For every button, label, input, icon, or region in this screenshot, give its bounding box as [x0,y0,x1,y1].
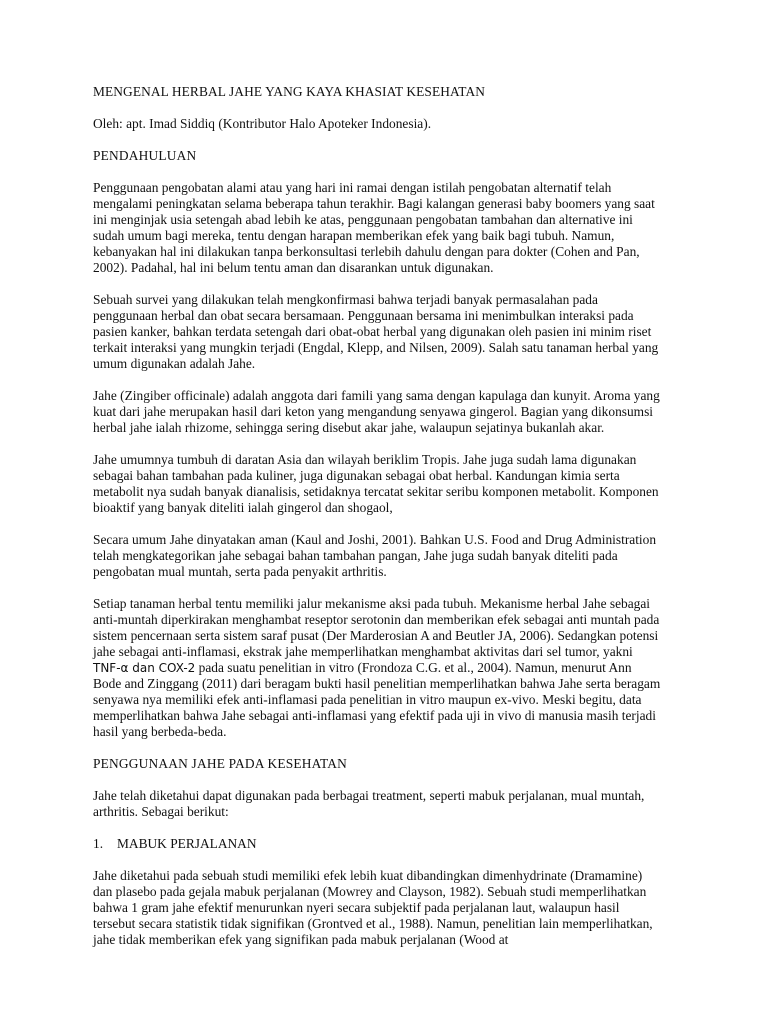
paragraph-7: Jahe telah diketahui dapat digunakan pada berbagai treatment, seperti mabuk perjalanan, mual muntah, arthritis. Sebagai berikut: [93,788,645,819]
subsection-number: 1. [93,836,104,851]
paragraph-6 [93,596,663,740]
paragraph-2: Sebuah survei yang dilakukan telah mengkonfirmasi bahwa terjadi banyak permasalahan pada penggunaan herbal dan obat secara bersamaan. Penggunaan bersama ini menimbulkan interaksi pada pasien kanker, bahkan terdata setengah dari obat-obat herbal yang digunakan oleh pasien ini minim riset terkait interaksi yang mungkin terjadi (Engdal, Klepp, and Nilsen, 2009). Salah satu tanaman herbal yang umum digunakan adalah Jahe. [93,292,659,371]
paragraph-3: Jahe (Zingiber officinale) adalah anggota dari famili yang sama dengan kapulaga dan kunyit. Aroma yang kuat dari jahe merupakan hasil dari keton yang mengandung senyawa gingerol. Bagian yang dikonsumsi herbal jahe ialah rhizome, sehingga sering disebut akar jahe, walaupun sejatinya bukanlah akar. [93,388,660,435]
paragraph-8: Jahe diketahui pada sebuah studi memiliki efek lebih kuat dibandingkan dimenhydrinate (Dramamine) dan plasebo pada gejala mabuk perjalanan (Mowrey and Clayson, 1982). Sebuah studi memperlihatkan bahwa 1 gram jahe efektif menurunkan nyeri secara subjektif pada perjalanan laut, walaupun hasil tersebut secara statistik tidak signifikan (Grontved et al., 1988). Namun, penelitian lain memperlihatkan, jahe tidak memberikan efek yang signifikan pada mabuk perjalanan (Wood at [93,868,653,947]
subsection-heading-mabuk [93,836,663,852]
paragraph-6-part-c: pada suatu penelitian in vitro (Frondoza C.G. et al., 2004). Namun, menurut Ann Bode and Zinggang (2011) dari beragam bukti hasil penelitian memperlihatkan bahwa Jahe serta beragam senyawa nya memiliki efek anti-inflamasi pada penelitian in vitro maupun ex-vivo. Meski begitu, data memperlihatkan bahwa Jahe sebagai anti-inflamasi yang efektif pada uji in vivo di manusia masih terjadi hasil yang berbeda-beda. [93,660,661,739]
section-heading-pendahuluan: PENDAHULUAN [93,148,197,163]
section-heading-penggunaan: PENGGUNAAN JAHE PADA KESEHATAN [93,756,348,771]
subsection-title: MABUK PERJALANAN [117,836,257,851]
document-title: MENGENAL HERBAL JAHE YANG KAYA KHASIAT KESEHATAN [93,84,486,99]
paragraph-6-inline-markers: TNF-α dan COX-2 [93,661,196,675]
paragraph-1: Penggunaan pengobatan alami atau yang hari ini ramai dengan istilah pengobatan alternatif telah mengalami peningkatan selama beberapa tahun terakhir. Bagi kalangan generasi baby boomers yang saat ini menginjak usia setengah abad lebih ke atas, penggunaan pengobatan tambahan dan alternative ini sudah umum bagi mereka, tentu dengan harapan memberikan efek yang baik bagi tubuh. Namun, kebanyakan hal ini dilakukan tanpa berkonsultasi terlebih dahulu dengan para dokter (Cohen and Pan, 2002). Padahal, hal ini belum tentu aman dan disarankan untuk digunakan. [93,180,655,275]
paragraph-4: Jahe umumnya tumbuh di daratan Asia dan wilayah beriklim Tropis. Jahe juga sudah lama digunakan sebagai bahan tambahan pada kuliner, juga digunakan sebagai obat herbal. Kandungan kimia serta metabolit nya sudah banyak dianalisis, setidaknya tercatat sekitar seribu komponen metabolit. Komponen bioaktif yang banyak diteliti ialah gingerol dan shogaol, [93,452,659,515]
document-page [93,84,663,964]
author-line: Oleh: apt. Imad Siddiq (Kontributor Halo Apoteker Indonesia). [93,116,432,131]
paragraph-5: Secara umum Jahe dinyatakan aman (Kaul and Joshi, 2001). Bahkan U.S. Food and Drug Administration telah mengkategorikan jahe sebagai bahan tambahan pangan, Jahe juga sudah banyak diteliti pada pengobatan mual muntah, serta pada penyakit arthritis. [93,532,657,579]
paragraph-6-part-a: Setiap tanaman herbal tentu memiliki jalur mekanisme aksi pada tubuh. Mekanisme herbal Jahe sebagai anti-muntah diperkirakan menghambat reseptor serotonin dan memberikan efek sebagai anti muntah pada sistem pencernaan serta sistem saraf pusat (Der Marderosian A and Beutler JA, 2006). Sedangkan potensi jahe sebagai anti-inflamasi, ekstrak jahe memperlihatkan menghambat aktivitas dari sel tumor, yakni [93,596,660,659]
